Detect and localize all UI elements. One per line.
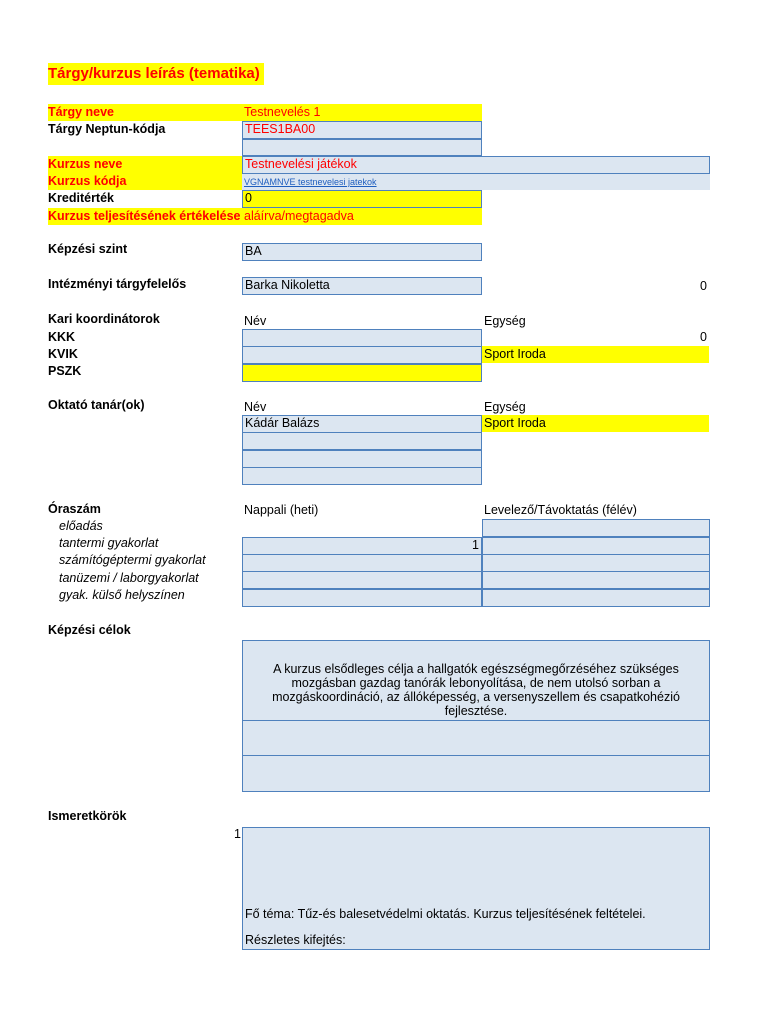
kurzus-neve-value: Testnevelési játékok bbox=[245, 157, 357, 171]
oraszam-levelezo-field[interactable] bbox=[482, 589, 710, 607]
oraszam-col-nappali: Nappali (heti) bbox=[244, 503, 319, 517]
targyfelelos-value: Barka Nikoletta bbox=[245, 278, 330, 292]
oktato-nev-value: Kádár Balázs bbox=[245, 416, 320, 430]
page-title: Tárgy/kurzus leírás (tematika) bbox=[48, 63, 264, 85]
oraszam-row-label: tanüzemi / laborgyakorlat bbox=[59, 571, 199, 585]
kredit-value: 0 bbox=[245, 191, 252, 205]
targy-neve-value: Testnevelés 1 bbox=[244, 105, 321, 119]
oraszam-nappali-value: 1 bbox=[472, 538, 479, 552]
kepzesi-celok-text bbox=[244, 662, 708, 718]
ismeretkorok-reszletes: Részletes kifejtés: bbox=[245, 933, 346, 947]
oraszam-nappali-field[interactable] bbox=[242, 554, 482, 572]
oktatok-col-egyseg: Egység bbox=[484, 400, 526, 414]
oraszam-row-label: tantermi gyakorlat bbox=[59, 536, 159, 550]
koordinator-nev-field[interactable] bbox=[242, 329, 482, 347]
kepzesi-celok-line: fejlesztése. bbox=[444, 704, 508, 718]
koordinator-nev-field[interactable] bbox=[242, 364, 482, 382]
oraszam-row-label: előadás bbox=[59, 519, 103, 533]
oraszam-levelezo-field[interactable] bbox=[482, 554, 710, 572]
kepzesi-celok-extra-field[interactable] bbox=[242, 755, 710, 792]
kurzus-kodja-link[interactable]: VGNAMNVE testnevelesi jatekok bbox=[244, 177, 377, 187]
neptun-field[interactable] bbox=[242, 121, 482, 139]
kurzus-kodja-label: Kurzus kódja bbox=[48, 174, 127, 188]
oraszam-levelezo-field[interactable] bbox=[482, 571, 710, 589]
oktato-nev-field[interactable] bbox=[242, 432, 482, 450]
oktatok-col-nev: Név bbox=[244, 400, 267, 414]
koordinator-side-value: 0 bbox=[700, 330, 707, 344]
koordinator-row-label: KKK bbox=[48, 330, 76, 344]
kepzesi-celok-line: mozgásban gazdag tanórák lebonyolítása, de nem utolsó sorban a bbox=[291, 676, 661, 690]
kepzesi-celok-extra-field[interactable] bbox=[242, 720, 710, 756]
ertekeles-value: aláírva/megtagadva bbox=[244, 209, 354, 223]
oraszam-nappali-field[interactable] bbox=[242, 571, 482, 589]
targyfelelos-field[interactable] bbox=[242, 277, 482, 295]
oraszam-row-label: gyak. külső helyszínen bbox=[59, 588, 185, 602]
oktato-nev-field[interactable] bbox=[242, 450, 482, 468]
koordinatorok-col-nev: Név bbox=[244, 314, 267, 328]
targyfelelos-side-value: 0 bbox=[700, 279, 707, 293]
koordinator-egyseg-value: Sport Iroda bbox=[484, 347, 546, 361]
oktato-egyseg-value: Sport Iroda bbox=[484, 416, 546, 430]
ismeretkorok-fo-tema: Fő téma: Tűz-és balesetvédelmi oktatás. Kurzus teljesítésének feltételei. bbox=[245, 907, 646, 921]
neptun-value: TEES1BA00 bbox=[245, 122, 316, 136]
kepzesi-szint-label: Képzési szint bbox=[48, 242, 128, 256]
ertekeles-label: Kurzus teljesítésének értékelése bbox=[48, 209, 241, 223]
kurzus-neve-label: Kurzus neve bbox=[48, 157, 123, 171]
ismeretkorok-label: Ismeretkörök bbox=[48, 809, 127, 823]
oktatok-label: Oktató tanár(ok) bbox=[48, 398, 145, 412]
kurzus-neve-field[interactable] bbox=[242, 156, 710, 174]
koordinator-row-label: PSZK bbox=[48, 364, 82, 378]
kepzesi-celok-label: Képzési célok bbox=[48, 623, 131, 637]
oraszam-levelezo-field[interactable] bbox=[482, 519, 710, 537]
kepzesi-celok-line: A kurzus elsődleges célja a hallgatók egészségmegőrzéséhez szükséges bbox=[273, 662, 679, 676]
ismeretkorok-number: 1 bbox=[234, 827, 241, 841]
koordinator-nev-field[interactable] bbox=[242, 346, 482, 364]
oraszam-label: Óraszám bbox=[48, 502, 101, 516]
kepzesi-celok-line: mozgáskoordináció, az állóképesség, a versenyszellem és csapatkohézió bbox=[272, 690, 680, 704]
targyfelelos-label: Intézményi tárgyfelelős bbox=[48, 277, 187, 291]
oktato-nev-field[interactable] bbox=[242, 467, 482, 485]
oraszam-levelezo-field[interactable] bbox=[482, 537, 710, 555]
koordinatorok-label: Kari koordinátorok bbox=[48, 312, 160, 326]
neptun-label: Tárgy Neptun-kódja bbox=[48, 122, 166, 136]
oraszam-nappali-field[interactable] bbox=[242, 589, 482, 607]
kredit-field[interactable] bbox=[242, 190, 482, 208]
empty-field[interactable] bbox=[242, 139, 482, 156]
kepzesi-szint-field[interactable] bbox=[242, 243, 482, 261]
targy-neve-label: Tárgy neve bbox=[48, 105, 115, 119]
koordinatorok-col-egyseg: Egység bbox=[484, 314, 526, 328]
oraszam-col-levelezo: Levelező/Távoktatás (félév) bbox=[484, 503, 637, 517]
kredit-label: Kreditérték bbox=[48, 191, 114, 205]
oraszam-nappali-field[interactable] bbox=[242, 537, 482, 555]
oraszam-row-label: számítógéptermi gyakorlat bbox=[59, 553, 206, 567]
kepzesi-szint-value: BA bbox=[245, 244, 262, 258]
oktato-nev-field[interactable] bbox=[242, 415, 482, 433]
koordinator-row-label: KVIK bbox=[48, 347, 78, 361]
